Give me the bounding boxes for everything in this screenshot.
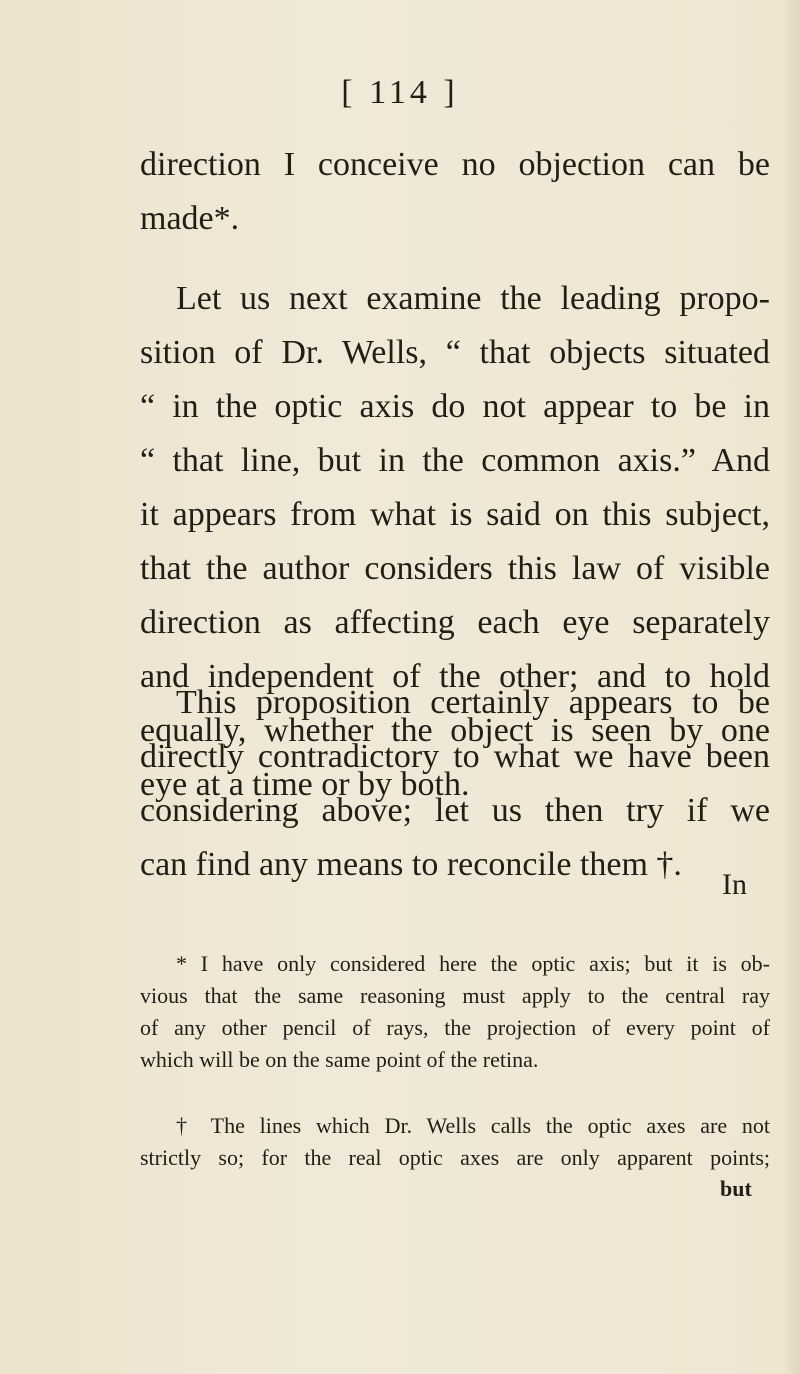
text-line: directly contradictory to what we have been	[140, 738, 770, 775]
footnote-2	[140, 1110, 770, 1174]
text-line: equally, whether the object is seen by one	[140, 712, 770, 749]
text-line: considering above; let us then try if we	[140, 792, 770, 829]
footnote-1	[140, 948, 770, 1076]
text-line: it appears from what is said on this subject,	[140, 496, 770, 533]
text-line: “ in the optic axis do not appear to be in	[140, 388, 770, 425]
footnote-catchword: but	[720, 1176, 752, 1201]
footnote-line: strictly so; for the real optic axes are only apparent points;	[140, 1145, 770, 1170]
text-line: can find any means to reconcile them †.	[140, 846, 682, 883]
text-line: Let us next examine the leading propo-	[176, 280, 770, 317]
text-line: direction I conceive no objection can be	[140, 146, 770, 183]
paragraph-1	[140, 138, 770, 246]
text-line: direction as affecting each eye separately	[140, 604, 770, 641]
paragraph-3	[140, 676, 770, 892]
text-line: and independent of the other; and to hold	[140, 658, 770, 695]
footnote-line: which will be on the same point of the retina.	[140, 1047, 539, 1072]
catchword: In	[722, 868, 747, 901]
footnote-line: vious that the same reasoning must apply to the central ray	[140, 983, 770, 1008]
text-line: made*.	[140, 200, 240, 237]
text-line: This proposition certainly appears to be	[176, 684, 770, 721]
footnote-line: * I have only considered here the optic axis; but it is ob-	[176, 951, 770, 976]
text-line: eye at a time or by both.	[140, 766, 470, 803]
footnote-line: of any other pencil of rays, the projection of every point of	[140, 1015, 770, 1040]
page-edge-shading	[782, 0, 800, 1374]
text-line: “ that line, but in the common axis.” And	[140, 442, 770, 479]
text-line: that the author considers this law of visible	[140, 550, 770, 587]
text-line: sition of Dr. Wells, “ that objects situated	[140, 334, 770, 371]
page-number-header: [ 114 ]	[341, 74, 459, 111]
footnote-line: † The lines which Dr. Wells calls the optic axes are not	[176, 1113, 770, 1138]
